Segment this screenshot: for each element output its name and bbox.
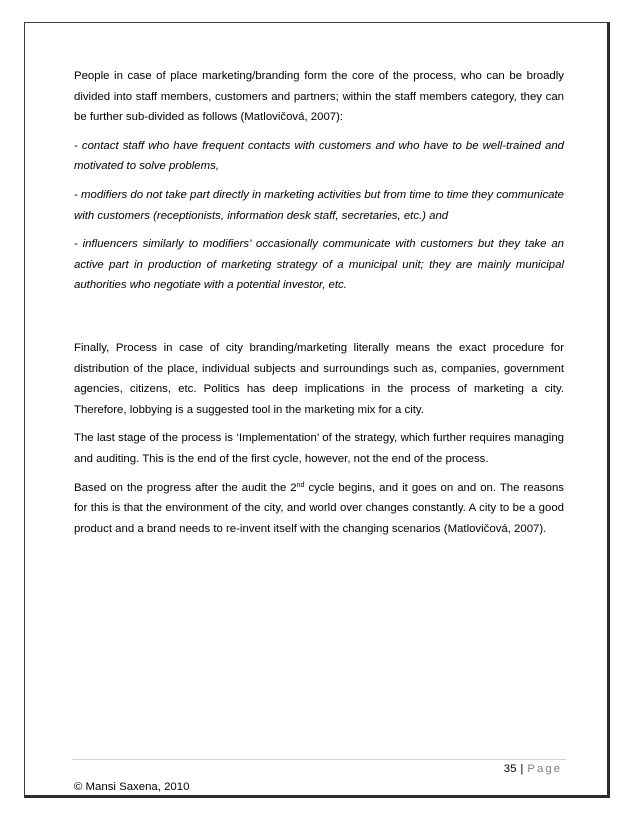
paragraph-people: People in case of place marketing/branding form the core of the process, who can be broadly divided into staff members, customers and partners; within the staff members category, they can be further sub-divided as follows (Matlovičová, 2007): xyxy=(74,70,564,124)
ordinal-superscript: nd xyxy=(296,481,305,489)
footer-divider xyxy=(72,759,566,760)
second-cycle-text-start: Based on the progress after the audit the 2 xyxy=(74,481,297,494)
paragraph-implementation: The last stage of the process is ‘Implementation’ of the strategy, which further requires managing and auditing. This is the end of the first cycle, however, not the end of the process. xyxy=(74,432,564,465)
second-cycle-text-end: cycle begins, and it goes on and on. The reasons for this is that the environment of the city, and world over changes constantly. A city to be a good product and a brand needs to re-invent itself with the changing scenarios (Matlovičová, 2007). xyxy=(74,481,564,535)
page-number: 35 xyxy=(503,763,517,775)
bullet-influencers: - influencers similarly to modifiers’ occasionally communicate with customers but they take an active part in production of marketing strategy of a municipal unit; they are mainly municipal authorities who negotiate with a potential investor, etc. xyxy=(74,238,564,292)
bullet-modifiers: - modifiers do not take part directly in marketing activities but from time to time they communicate with customers (receptionists, information desk staff, secretaries, etc.) and xyxy=(74,188,564,222)
page-body xyxy=(74,66,564,539)
bullet-contact-staff: - contact staff who have frequent contacts with customers and who have to be well-trained and motivated to solve problems, xyxy=(74,139,564,173)
paragraph-process: Finally, Process in case of city branding/marketing literally means the exact procedure for distribution of the place, individual subjects and surroundings such as, companies, government agencies, citizens, etc. Politics has deep implications in the process of marketing a city. Therefore, lobbying is a suggested tool in the marketing mix for a city. xyxy=(74,341,564,416)
page-label: Page xyxy=(527,763,562,775)
copyright-notice: © Mansi Saxena, 2010 xyxy=(74,781,190,793)
page-separator: | xyxy=(520,763,524,775)
paragraph-second-cycle xyxy=(74,478,564,540)
page-number-block xyxy=(504,763,562,775)
